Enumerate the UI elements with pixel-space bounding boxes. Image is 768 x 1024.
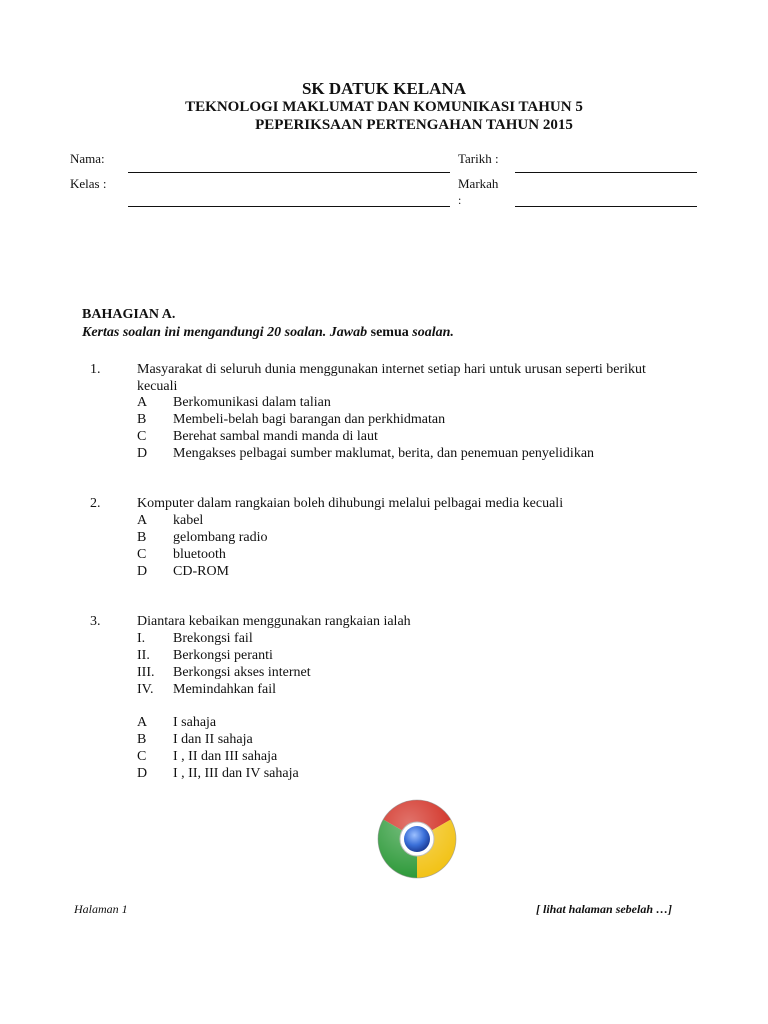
chrome-logo-icon bbox=[375, 798, 459, 880]
option-key: B bbox=[137, 412, 147, 427]
section-instruction bbox=[82, 325, 454, 341]
question-stem: Komputer dalam rangkaian boleh dihubungi melalui pelbagai media kecuali bbox=[137, 496, 564, 511]
question-number: 2. bbox=[90, 496, 101, 511]
tarikh-label: Tarikh : bbox=[458, 151, 499, 166]
option-key: D bbox=[137, 564, 148, 579]
exam-title: PEPERIKSAAN PERTENGAHAN TAHUN 2015 bbox=[255, 117, 573, 133]
option-text: Berehat sambal mandi manda di laut bbox=[173, 429, 378, 444]
markah-line[interactable] bbox=[515, 206, 697, 207]
option-key: C bbox=[137, 749, 147, 764]
option-text: Mengakses pelbagai sumber maklumat, berita, dan penemuan penyelidikan bbox=[173, 446, 595, 461]
question-2 bbox=[90, 495, 690, 579]
statement-key: III. bbox=[137, 665, 155, 680]
option-key: C bbox=[137, 429, 147, 444]
option-key: B bbox=[137, 530, 147, 545]
kelas-label: Kelas : bbox=[70, 176, 107, 191]
question-stem: Masyarakat di seluruh dunia menggunakan internet setiap hari untuk urusan seperti berikut kecuali bbox=[137, 362, 646, 394]
option-text: Membeli-belah bagi barangan dan perkhidmatan bbox=[173, 412, 446, 427]
question-1 bbox=[90, 361, 690, 461]
option-text: Berkomunikasi dalam talian bbox=[173, 395, 331, 410]
tarikh-line[interactable] bbox=[515, 172, 697, 173]
kelas-line[interactable] bbox=[128, 206, 450, 207]
section-title: BAHAGIAN A. bbox=[82, 307, 176, 322]
statement-key: IV. bbox=[137, 682, 154, 697]
option-key: D bbox=[137, 766, 148, 781]
option-text: kabel bbox=[173, 513, 204, 528]
markah-colon: : bbox=[458, 193, 462, 207]
page-number: Halaman 1 bbox=[74, 902, 128, 916]
nama-label: Nama: bbox=[70, 151, 105, 166]
next-page-note: [ lihat halaman sebelah …] bbox=[536, 902, 673, 916]
option-text: CD-ROM bbox=[173, 564, 230, 579]
statement-text: Berkongsi peranti bbox=[173, 648, 273, 663]
option-key: A bbox=[137, 715, 148, 730]
statement-key: I. bbox=[137, 631, 146, 646]
option-key: B bbox=[137, 732, 147, 747]
instruction-semua: semua bbox=[370, 325, 409, 340]
option-text: I dan II sahaja bbox=[173, 732, 253, 747]
option-text: I , II, III dan IV sahaja bbox=[173, 766, 299, 781]
question-number: 1. bbox=[90, 362, 101, 377]
instruction-part2: soalan. bbox=[408, 325, 454, 340]
statement-text: Berkongsi akses internet bbox=[173, 665, 311, 680]
statement-key: II. bbox=[137, 648, 150, 663]
option-text: gelombang radio bbox=[173, 530, 268, 545]
subject-title: TEKNOLOGI MAKLUMAT DAN KOMUNIKASI TAHUN 5 bbox=[185, 99, 583, 115]
statement-text: Brekongsi fail bbox=[173, 631, 253, 646]
option-key: A bbox=[137, 395, 148, 410]
school-name: SK DATUK KELANA bbox=[301, 79, 467, 98]
option-text: I , II dan III sahaja bbox=[173, 749, 278, 764]
instruction-part1: Kertas soalan ini mengandungi 20 soalan. Jawab bbox=[82, 325, 371, 340]
option-text: I sahaja bbox=[173, 715, 217, 730]
question-stem: Diantara kebaikan menggunakan rangkaian ialah bbox=[137, 614, 411, 629]
question-3 bbox=[90, 613, 690, 783]
option-text: bluetooth bbox=[173, 547, 226, 562]
option-key: C bbox=[137, 547, 147, 562]
markah-label: Markah bbox=[458, 176, 499, 191]
nama-line[interactable] bbox=[128, 172, 450, 173]
option-key: D bbox=[137, 446, 148, 461]
statement-text: Memindahkan fail bbox=[173, 682, 277, 697]
option-key: A bbox=[137, 513, 148, 528]
question-number: 3. bbox=[90, 614, 101, 629]
